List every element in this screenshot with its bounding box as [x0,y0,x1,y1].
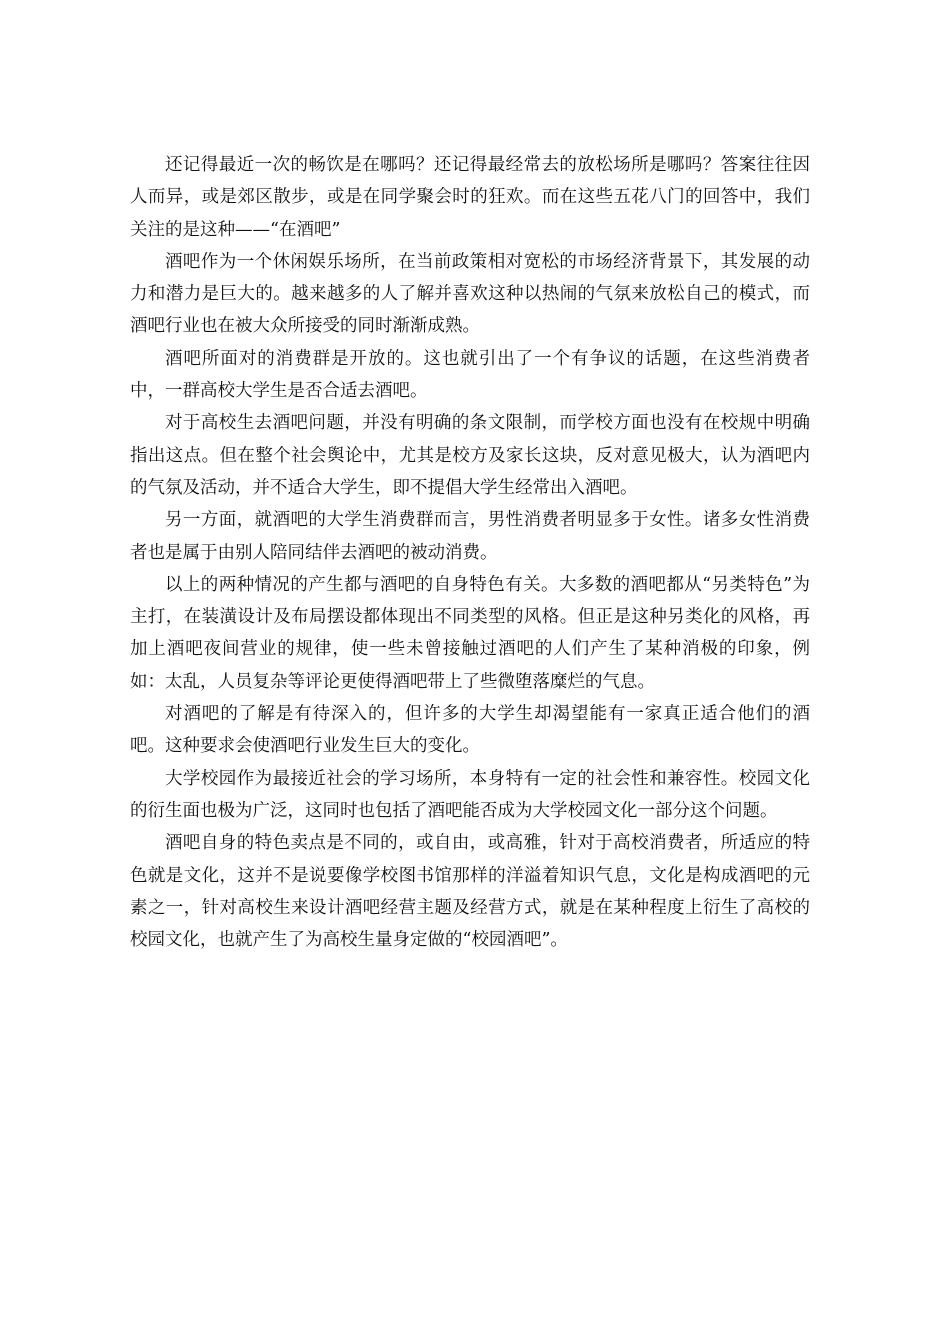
paragraph-3: 酒吧所面对的消费群是开放的。这也就引出了一个有争议的话题，在这些消费者中，一群高校大学生是否合适去酒吧。 [130,348,810,402]
paragraph-8: 大学校园作为最接近社会的学习场所，本身特有一定的社会性和兼容性。校园文化的衍生面也极为广泛，这同时也包括了酒吧能否成为大学校园文化一部分这个问题。 [130,768,810,821]
document-body [130,149,810,956]
paragraph-4: 对于高校生去酒吧问题，并没有明确的条文限制，而学校方面也没有在校规中明确指出这点。但在整个社会舆论中，尤其是校方及家长这块，反对意见极大，认为酒吧内的气氛及活动，并不适合大学生，即不提倡大学生经常出入酒吧。 [130,413,810,498]
paragraph-2: 酒吧作为一个休闲娱乐场所，在当前政策相对宽松的市场经济背景下，其发展的动力和潜力是巨大的。越来越多的人了解并喜欢这种以热闹的气氛来放松自己的模式，而酒吧行业也在被大众所接受的同时渐渐成熟。 [130,251,810,337]
paragraph-7: 对酒吧的了解是有待深入的，但许多的大学生却渴望能有一家真正适合他们的酒吧。这种要求会使酒吧行业发生巨大的变化。 [130,704,810,757]
paragraph-5: 另一方面，就酒吧的大学生消费群而言，男性消费者明显多于女性。诸多女性消费者也是属于由别人陪同结伴去酒吧的被动消费。 [130,510,810,563]
paragraph-6: 以上的两种情况的产生都与酒吧的自身特色有关。大多数的酒吧都从“另类特色”为主打，在装潢设计及布局摆设都体现出不同类型的风格。但正是这种另类化的风格，再加上酒吧夜间营业的规律，使一些未曾接触过酒吧的人们产生了某种消极的印象，例如：太乱，人员复杂等评论更使得酒吧带上了些微堕落糜烂的气息。 [130,574,810,692]
paragraph-9: 酒吧自身的特色卖点是不同的，或自由，或高雅，针对于高校消费者，所适应的特色就是文化，这并不是说要像学校图书馆那样的洋溢着知识气息，文化是构成酒吧的元素之一，针对高校生来设计酒吧经营主题及经营方式，就是在某种程度上衍生了高校的校园文化，也就产生了为高校生量身定做的“校园酒吧”。 [130,833,810,951]
paragraph-1: 还记得最近一次的畅饮是在哪吗？还记得最经常去的放松场所是哪吗？答案往往因人而异，或是郊区散步，或是在同学聚会时的狂欢。而在这些五花八门的回答中，我们关注的是这种——“在酒吧” [130,155,810,240]
